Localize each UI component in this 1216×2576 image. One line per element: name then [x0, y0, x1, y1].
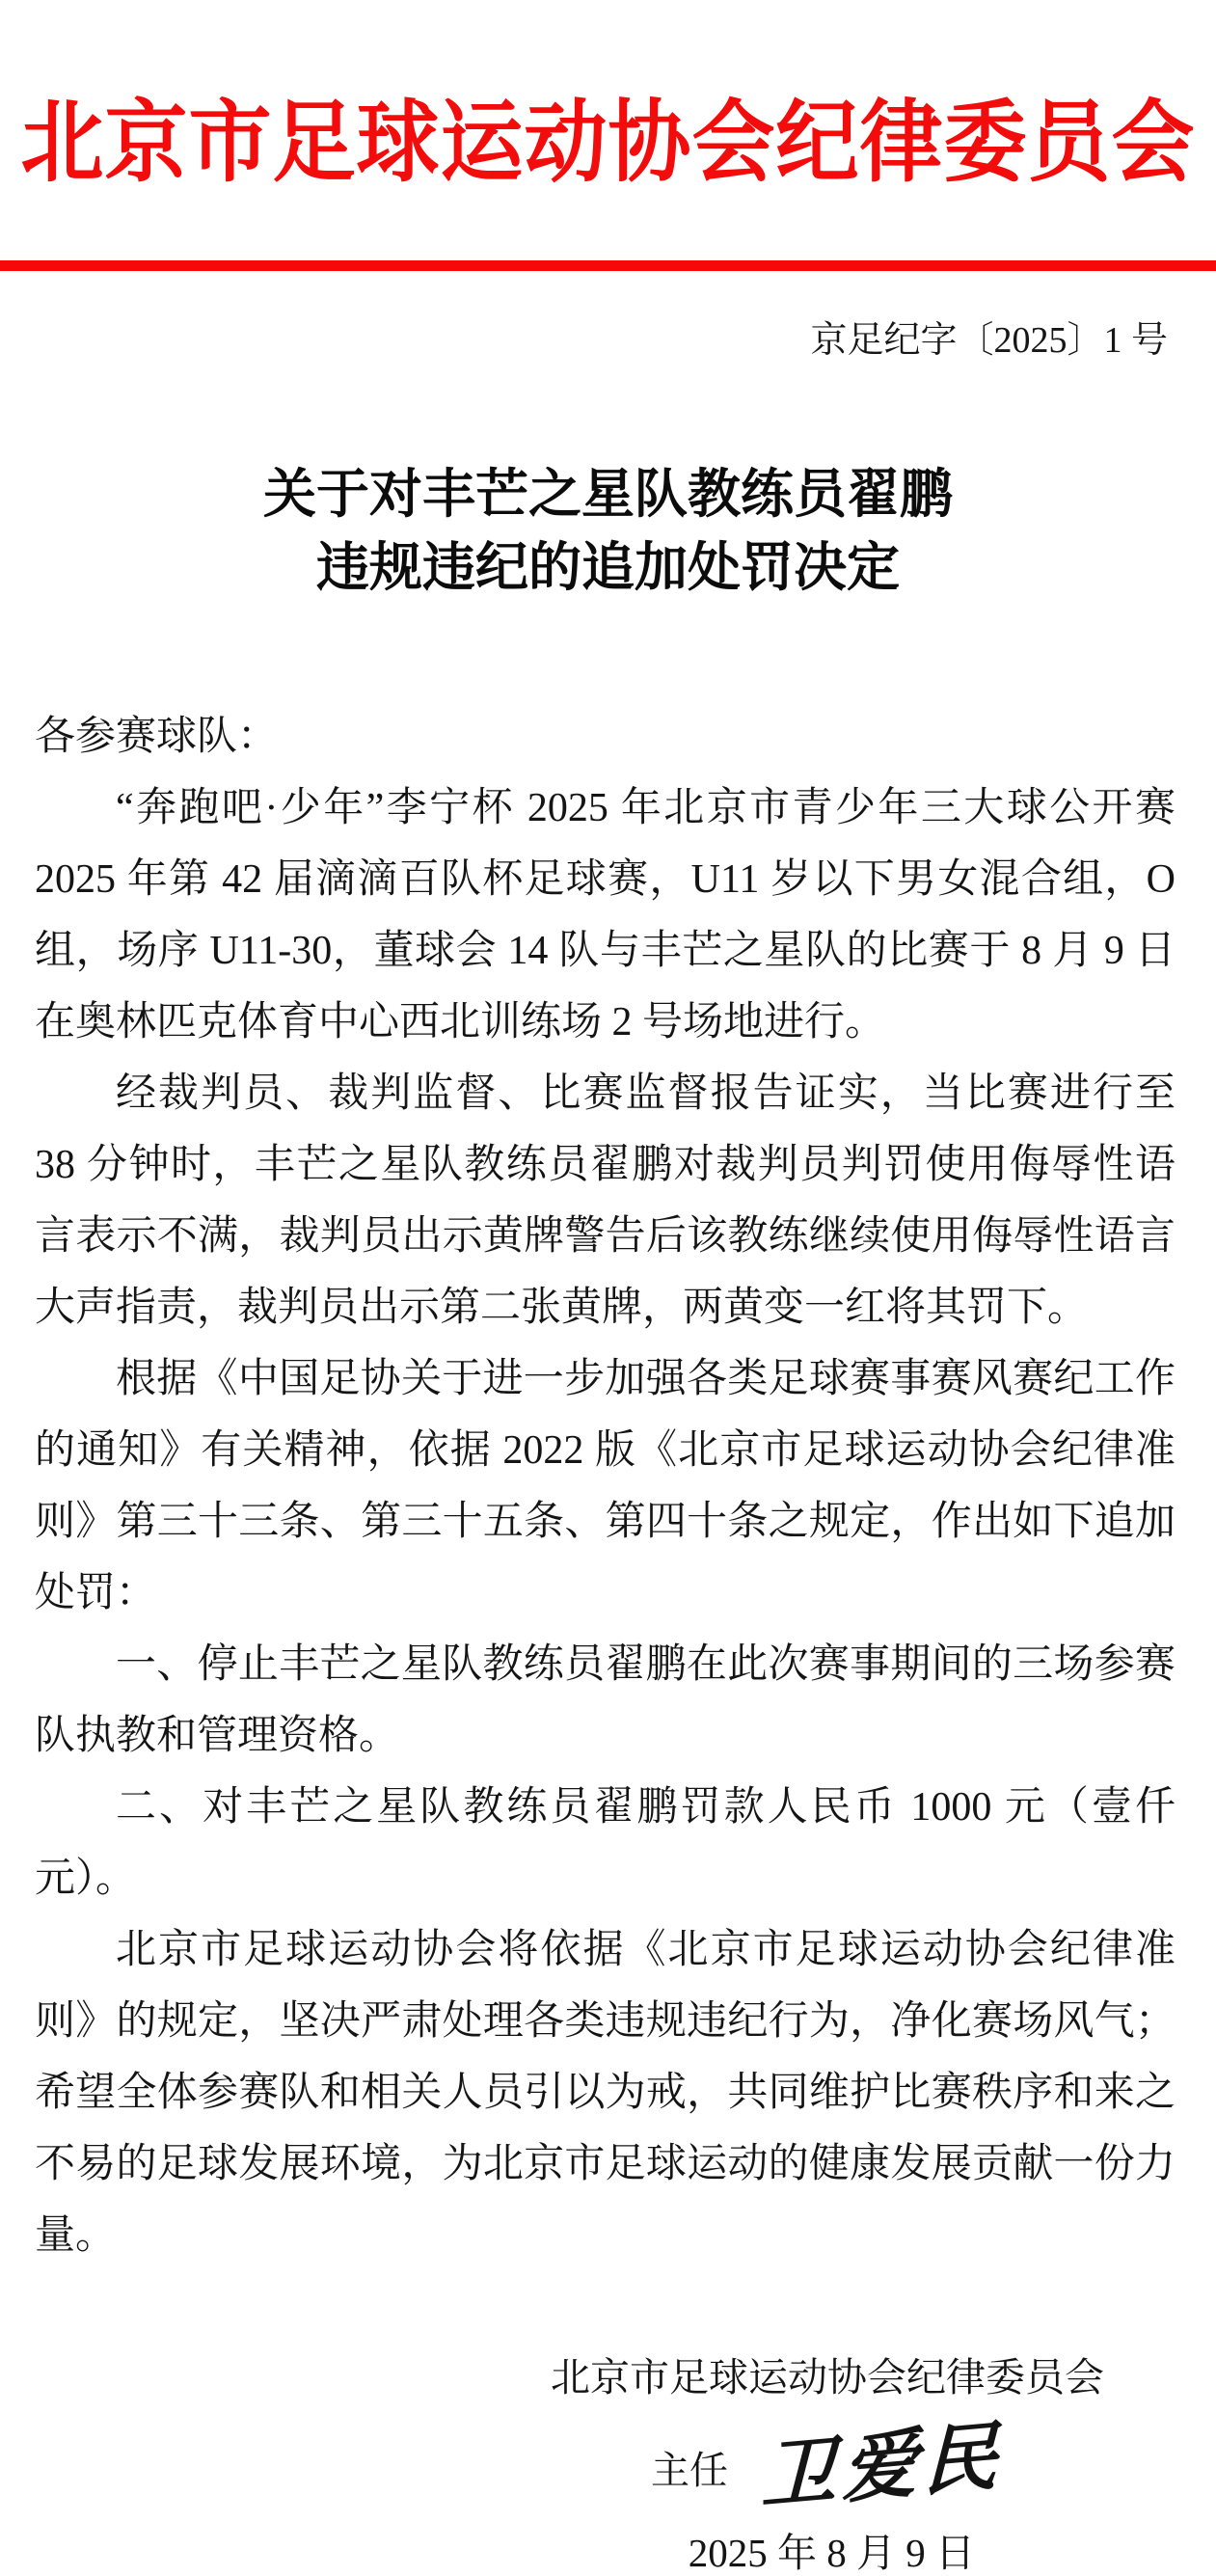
signer-role-label: 主任: [650, 2448, 728, 2492]
signature-date: 2025 年 8 月 9 日: [688, 2531, 975, 2576]
document-body: [0, 701, 1216, 2271]
red-divider-rule: [0, 260, 1216, 271]
document-reference-number: 京足纪字〔2025〕1 号: [810, 320, 1168, 362]
paragraph-closing-statement: 北京市足球运动协会将依据《北京市足球运动协会纪律准则》的规定，坚决严肃处理各类违规违纪行为，净化赛场风气；希望全体参赛队和相关人员引以为戒，共同维护比赛秩序和来之不易的足球发展环境，为北京市足球运动的健康发展贡献一份力量。: [35, 1928, 1175, 2259]
paragraph-legal-basis: 根据《中国足协关于进一步加强各类足球赛事赛风赛纪工作的通知》有关精神，依据 2022 版《北京市足球运动协会纪律准则》第三十三条、第三十五条、第四十条之规定，作出如下追加处罚：: [35, 1357, 1175, 1616]
paragraph-penalty-item-2: 二、对丰芒之星队教练员翟鹏罚款人民币 1000 元（壹仟元）。: [35, 1785, 1175, 1902]
paragraph-penalty-item-1: 一、停止丰芒之星队教练员翟鹏在此次赛事期间的三场参赛队执教和管理资格。: [35, 1642, 1175, 1759]
handwritten-signature: 卫爱民: [760, 2414, 1005, 2520]
document-title: [0, 458, 1216, 605]
paragraph-match-info: “奔跑吧·少年”李宁杯 2025 年北京市青少年三大球公开赛 2025 年第 42 届滴滴百队杯足球赛，U11 岁以下男女混合组，O 组，场序 U11-30，董球会 14 队与丰芒之星队的比赛于 8 月 9 日在奥林匹克体育中心西北训练场 2 号场地进行。: [35, 786, 1175, 1045]
signature-committee-name: 北京市足球运动协会纪律委员会: [551, 2355, 1104, 2400]
salutation: 各参赛球队：: [35, 715, 279, 760]
document-title-line1: 关于对丰芒之星队教练员翟鹏: [262, 465, 953, 525]
red-header-committee-title: 北京市足球运动协会纪律委员会: [20, 93, 1196, 193]
document-title-line2: 违规违纪的追加处罚决定: [315, 538, 900, 598]
paragraph-incident-report: 经裁判员、裁判监督、比赛监督报告证实，当比赛进行至 38 分钟时，丰芒之星队教练员翟鹏对裁判员判罚使用侮辱性语言表示不满，裁判员出示黄牌警告后该教练继续使用侮辱性语言大声指责，裁判员出示第二张黄牌，两黄变一红将其罚下。: [35, 1071, 1175, 1331]
signature-block: [0, 2354, 1216, 2576]
signature-line: [0, 2414, 1216, 2520]
